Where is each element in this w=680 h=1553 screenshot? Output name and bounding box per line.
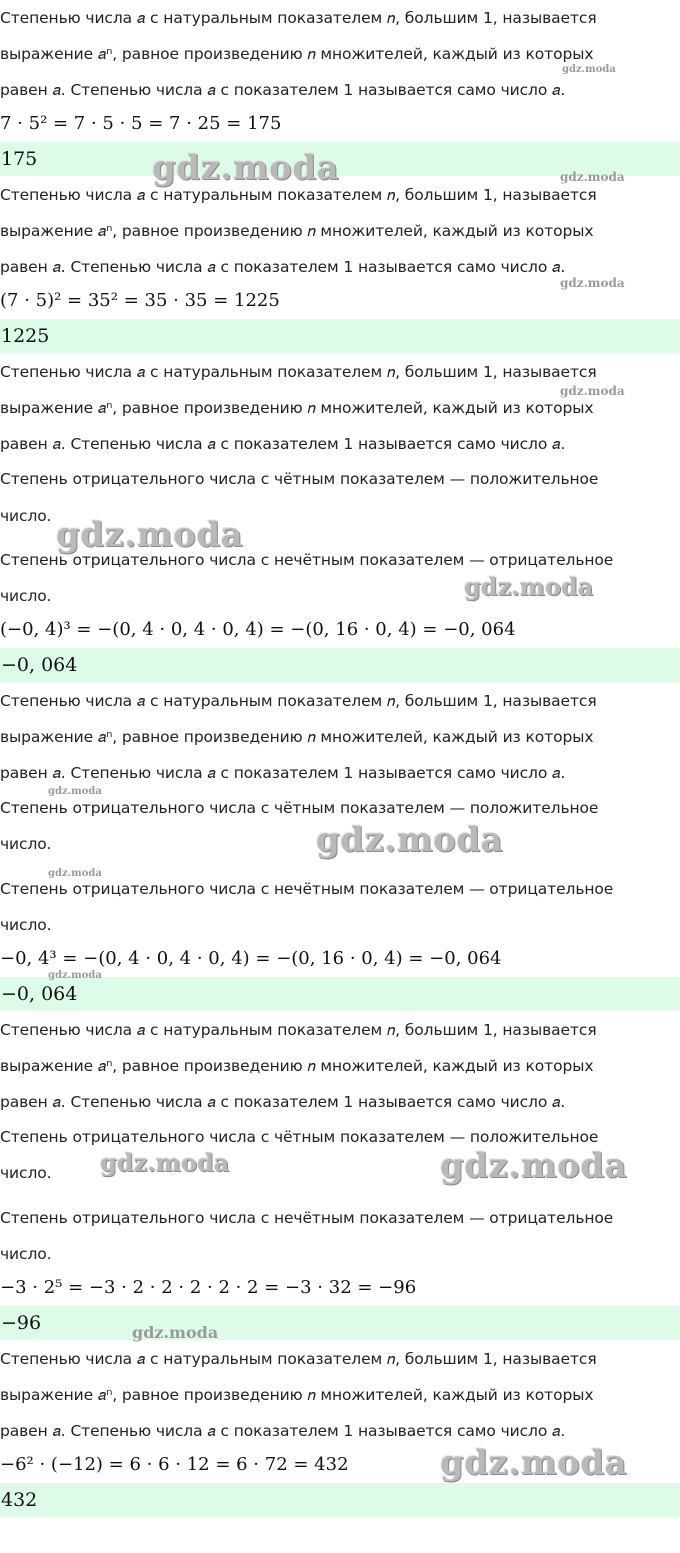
formula: −6² · (−12) = 6 · 6 · 12 = 6 · 72 = 432 [0, 1454, 349, 1475]
watermark-logo: gdz.moda [560, 170, 625, 184]
watermark-logo: gdz.moda [152, 148, 340, 188]
theory-line: выражение 𝑎ⁿ, равное произведению 𝑛 множителей, каждый из которых [0, 222, 594, 240]
theory-line: выражение 𝑎ⁿ, равное произведению 𝑛 множителей, каждый из которых [0, 1057, 594, 1075]
formula: 7 · 5² = 7 · 5 · 5 = 7 · 25 = 175 [0, 113, 282, 134]
watermark-logo: gdz.moda [316, 820, 504, 860]
formula: −3 · 2⁵ = −3 · 2 · 2 · 2 · 2 · 2 = −3 · 32 = −96 [0, 1277, 417, 1298]
answer-box [0, 319, 680, 353]
theory-line: число. [0, 1164, 52, 1182]
watermark-logo: gdz.moda [132, 1323, 219, 1342]
answer-value: −0, 064 [1, 983, 78, 1005]
answer-box [0, 1306, 680, 1340]
watermark-logo: gdz.moda [562, 64, 616, 75]
theory-line: число. [0, 587, 52, 605]
theory-line: равен 𝑎. Степенью числа 𝑎 с показателем 1 называется само число 𝑎. [0, 435, 566, 453]
formula: (7 · 5)² = 35² = 35 · 35 = 1225 [0, 290, 280, 311]
theory-line: Степень отрицательного числа с нечётным показателем — отрицательное [0, 880, 614, 898]
theory-line: равен 𝑎. Степенью числа 𝑎 с показателем 1 называется само число 𝑎. [0, 81, 566, 99]
theory-line: число. [0, 916, 52, 934]
formula: −0, 4³ = −(0, 4 · 0, 4 · 0, 4) = −(0, 16 · 0, 4) = −0, 064 [0, 948, 502, 969]
answer-value: −96 [1, 1312, 42, 1334]
theory-line: Степень отрицательного числа с нечётным показателем — отрицательное [0, 1209, 614, 1227]
theory-line: число. [0, 507, 52, 525]
answer-value: −0, 064 [1, 654, 78, 676]
theory-line: Степень отрицательного числа с чётным показателем — положительное [0, 1128, 599, 1146]
theory-line: Степень отрицательного числа с нечётным показателем — отрицательное [0, 551, 614, 569]
theory-line: выражение 𝑎ⁿ, равное произведению 𝑛 множителей, каждый из которых [0, 1386, 594, 1404]
theory-line: выражение 𝑎ⁿ, равное произведению 𝑛 множителей, каждый из которых [0, 728, 594, 746]
answer-value: 1225 [1, 325, 50, 347]
theory-line: Степенью числа 𝑎 с натуральным показателем 𝑛, большим 1, называется [0, 1021, 597, 1039]
theory-line: Степень отрицательного числа с чётным показателем — положительное [0, 799, 599, 817]
theory-line: равен 𝑎. Степенью числа 𝑎 с показателем 1 называется само число 𝑎. [0, 764, 566, 782]
watermark-logo: gdz.moda [560, 384, 625, 398]
theory-line: Степенью числа 𝑎 с натуральным показателем 𝑛, большим 1, называется [0, 186, 597, 204]
theory-line: Степень отрицательного числа с чётным показателем — положительное [0, 470, 599, 488]
theory-line: Степенью числа 𝑎 с натуральным показателем 𝑛, большим 1, называется [0, 363, 597, 381]
watermark-logo: gdz.moda [100, 1148, 230, 1177]
watermark-logo: gdz.moda [440, 1443, 628, 1483]
theory-line: выражение 𝑎ⁿ, равное произведению 𝑛 множителей, каждый из которых [0, 45, 594, 63]
watermark-logo: gdz.moda [56, 515, 244, 555]
theory-line: выражение 𝑎ⁿ, равное произведению 𝑛 множителей, каждый из которых [0, 399, 594, 417]
theory-line: число. [0, 1245, 52, 1263]
theory-line: число. [0, 835, 52, 853]
answer-box [0, 142, 680, 176]
theory-line: равен 𝑎. Степенью числа 𝑎 с показателем 1 называется само число 𝑎. [0, 1093, 566, 1111]
watermark-logo: gdz.moda [464, 572, 594, 601]
watermark-logo: gdz.moda [48, 868, 102, 879]
watermark-logo: gdz.moda [560, 276, 625, 290]
formula: (−0, 4)³ = −(0, 4 · 0, 4 · 0, 4) = −(0, 16 · 0, 4) = −0, 064 [0, 619, 516, 640]
answer-box [0, 977, 680, 1011]
answer-box [0, 1483, 680, 1517]
theory-line: Степенью числа 𝑎 с натуральным показателем 𝑛, большим 1, называется [0, 9, 597, 27]
theory-line: Степенью числа 𝑎 с натуральным показателем 𝑛, большим 1, называется [0, 1350, 597, 1368]
theory-line: равен 𝑎. Степенью числа 𝑎 с показателем 1 называется само число 𝑎. [0, 1422, 566, 1440]
watermark-logo: gdz.moda [48, 786, 102, 797]
answer-value: 175 [1, 148, 38, 170]
watermark-logo: gdz.moda [440, 1146, 628, 1186]
answer-value: 432 [1, 1489, 38, 1511]
theory-line: равен 𝑎. Степенью числа 𝑎 с показателем 1 называется само число 𝑎. [0, 258, 566, 276]
watermark-logo: gdz.moda [48, 970, 102, 981]
answer-box [0, 648, 680, 682]
theory-line: Степенью числа 𝑎 с натуральным показателем 𝑛, большим 1, называется [0, 692, 597, 710]
